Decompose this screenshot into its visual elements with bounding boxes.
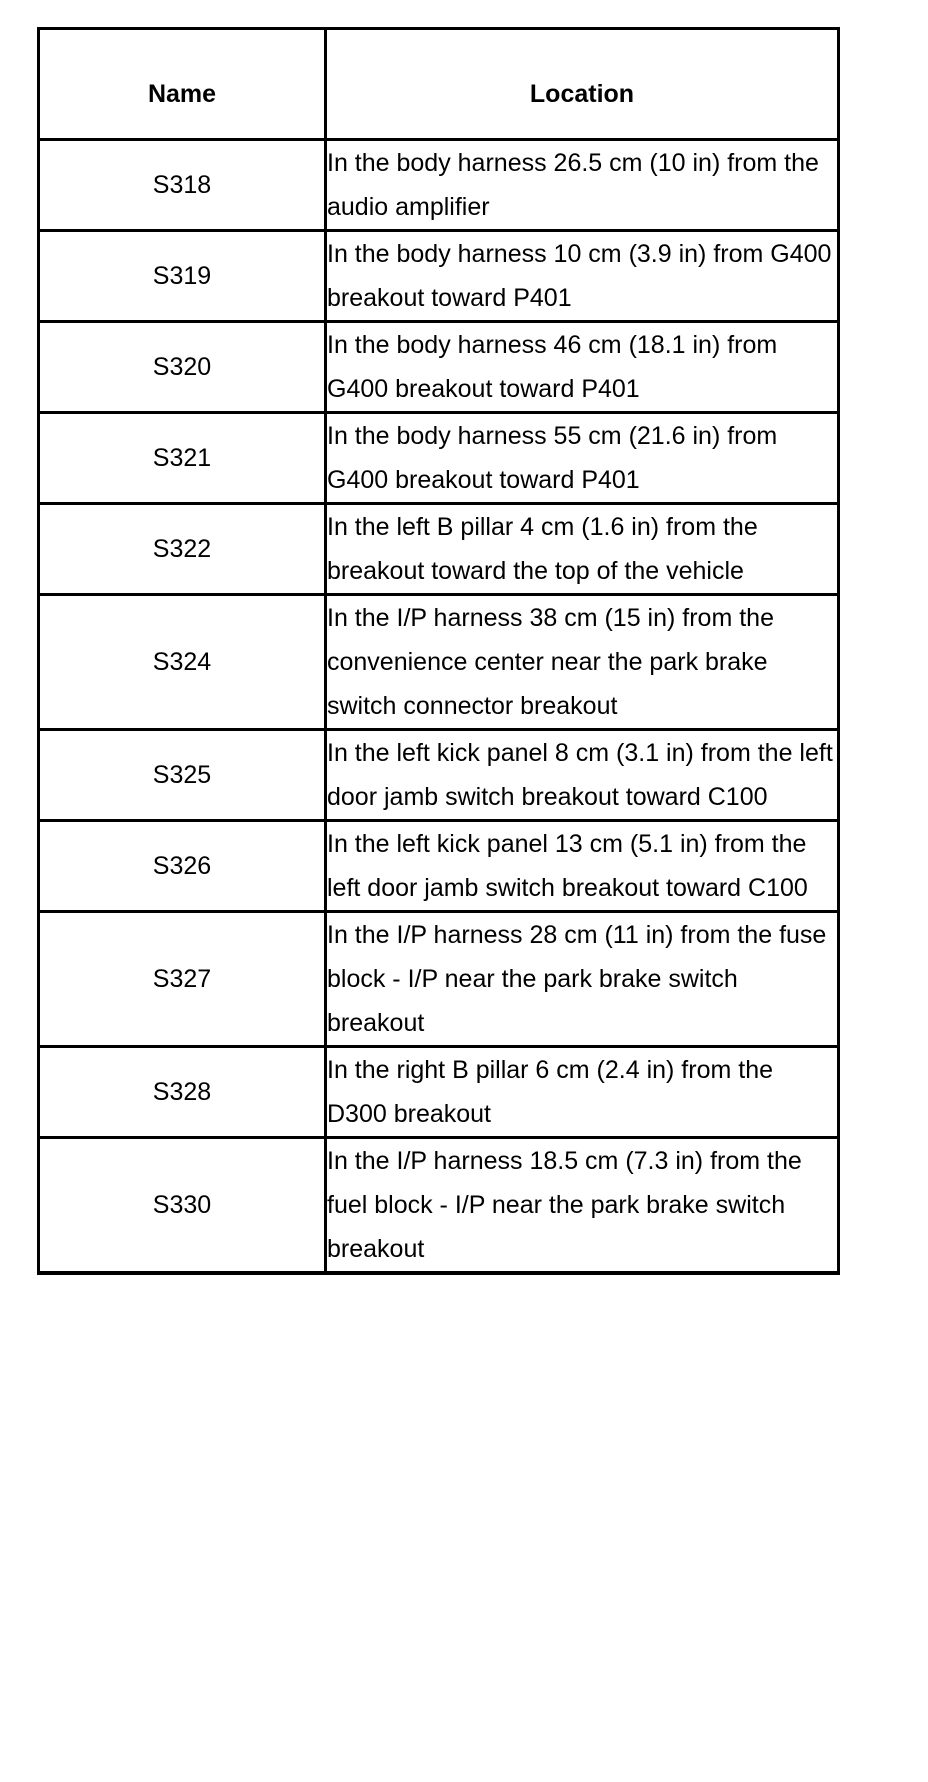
table-row xyxy=(39,413,839,504)
splice-location-table xyxy=(37,27,840,1275)
column-header-location: Location xyxy=(326,29,839,140)
table-row xyxy=(39,322,839,413)
splice-name-cell: S321 xyxy=(39,413,326,504)
splice-location-cell: In the right B pillar 6 cm (2.4 in) from the D300 breakout xyxy=(326,1047,839,1138)
splice-name-cell: S325 xyxy=(39,730,326,821)
splice-location-cell: In the I/P harness 38 cm (15 in) from the convenience center near the park brake switch connector breakout xyxy=(326,595,839,730)
column-header-name: Name xyxy=(39,29,326,140)
splice-name-cell: S324 xyxy=(39,595,326,730)
splice-location-cell: In the I/P harness 18.5 cm (7.3 in) from the fuel block - I/P near the park brake switch breakout xyxy=(326,1138,839,1274)
table-row xyxy=(39,595,839,730)
splice-location-cell: In the body harness 26.5 cm (10 in) from the audio amplifier xyxy=(326,140,839,231)
table-row xyxy=(39,1138,839,1274)
splice-location-cell: In the body harness 10 cm (3.9 in) from G400 breakout toward P401 xyxy=(326,231,839,322)
table-row xyxy=(39,231,839,322)
table-row xyxy=(39,1047,839,1138)
table-row xyxy=(39,140,839,231)
splice-name-cell: S327 xyxy=(39,912,326,1047)
splice-location-cell: In the I/P harness 28 cm (11 in) from the fuse block - I/P near the park brake switch breakout xyxy=(326,912,839,1047)
table-row xyxy=(39,730,839,821)
splice-location-cell: In the body harness 55 cm (21.6 in) from G400 breakout toward P401 xyxy=(326,413,839,504)
splice-name-cell: S318 xyxy=(39,140,326,231)
table-row xyxy=(39,504,839,595)
splice-location-cell: In the left B pillar 4 cm (1.6 in) from the breakout toward the top of the vehicle xyxy=(326,504,839,595)
splice-name-cell: S319 xyxy=(39,231,326,322)
splice-name-cell: S326 xyxy=(39,821,326,912)
splice-name-cell: S320 xyxy=(39,322,326,413)
splice-name-cell: S328 xyxy=(39,1047,326,1138)
table-header-row xyxy=(39,29,839,140)
document-page xyxy=(37,27,837,1275)
table-row xyxy=(39,821,839,912)
splice-location-cell: In the left kick panel 8 cm (3.1 in) from the left door jamb switch breakout toward C100 xyxy=(326,730,839,821)
splice-name-cell: S322 xyxy=(39,504,326,595)
splice-location-cell: In the left kick panel 13 cm (5.1 in) from the left door jamb switch breakout toward C100 xyxy=(326,821,839,912)
table-row xyxy=(39,912,839,1047)
splice-location-cell: In the body harness 46 cm (18.1 in) from G400 breakout toward P401 xyxy=(326,322,839,413)
splice-name-cell: S330 xyxy=(39,1138,326,1274)
